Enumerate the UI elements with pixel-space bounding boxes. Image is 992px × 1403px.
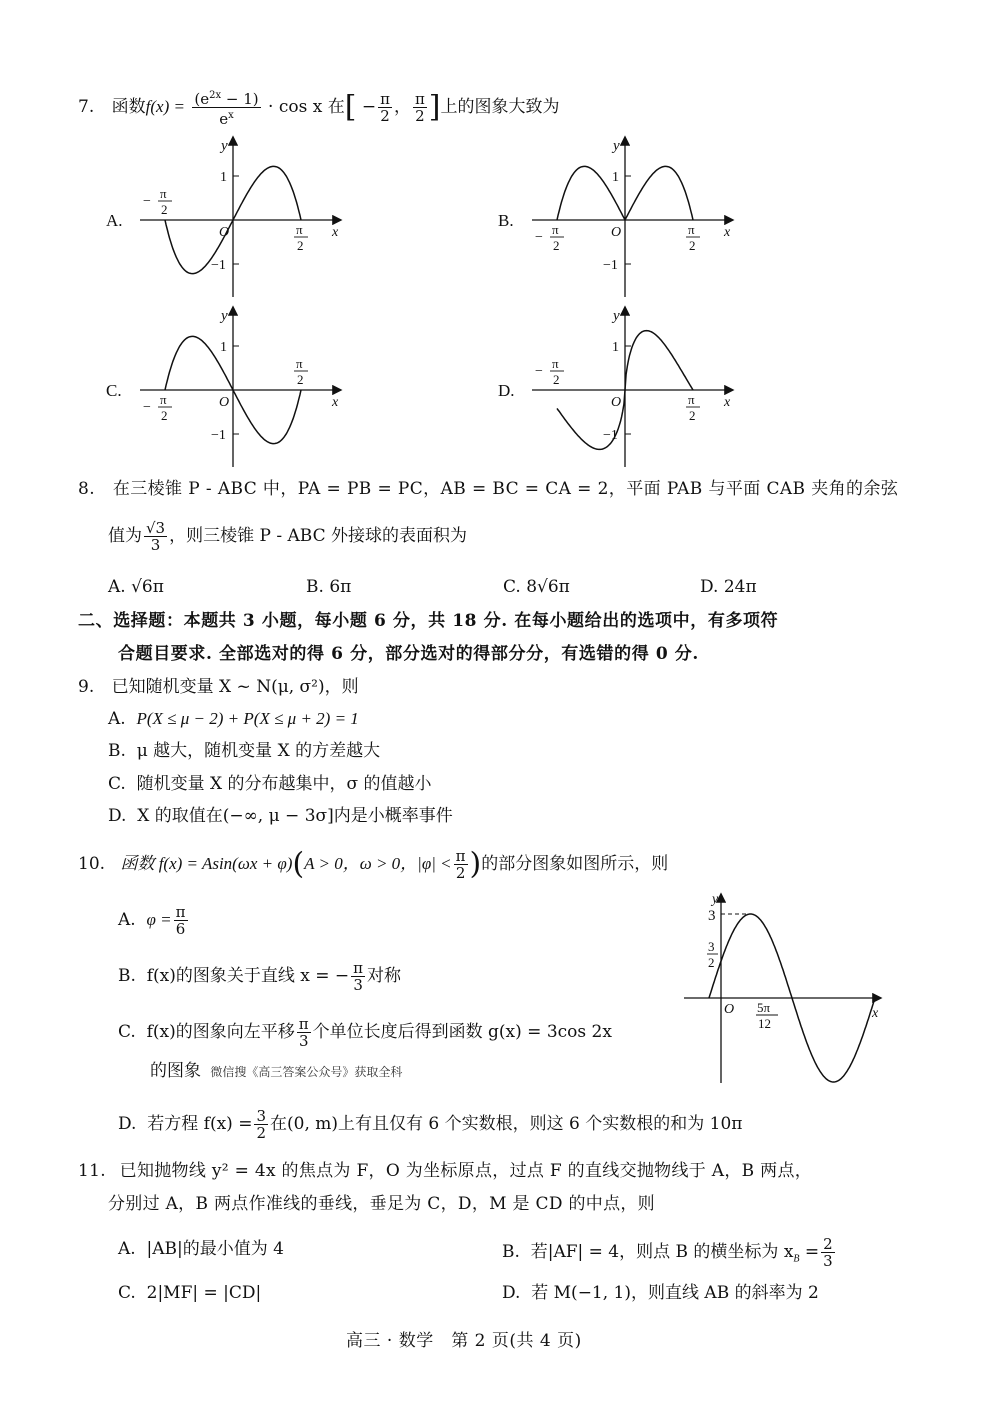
q7-graph-b-tick-pos-label: 1 — [612, 170, 619, 185]
q8-line1 — [78, 478, 898, 500]
q11-line1-text: 已知抛物线 y² = 4x 的焦点为 F，O 为坐标原点，过点 F 的直线交抛物线于 A，B 两点， — [119, 1161, 813, 1181]
q7-interval-minus: − — [361, 97, 377, 117]
q7-den: e — [219, 110, 229, 128]
q7-graph-c-x-label: x — [332, 395, 339, 410]
q7-graph-d-origin: O — [611, 395, 622, 410]
q8-option-d-text: 24π — [723, 577, 757, 597]
q7-graph-b-left-label-den: 2 — [553, 238, 560, 253]
q9-option-c-label: C. — [108, 774, 126, 794]
q7-prefix: 函数 — [111, 97, 146, 117]
q7-graph-d-right-label-num: π — [688, 392, 695, 407]
q8-option-b-text: 6π — [329, 577, 352, 597]
q7-graph-a-tick-pos-label: 1 — [220, 170, 227, 185]
q7-func: f(x) = — [145, 97, 185, 116]
q7-two-right: 2 — [415, 107, 425, 125]
q10-option-b-label: B. — [118, 966, 136, 986]
q7-graph-a-right-label-den: 2 — [297, 238, 304, 253]
q11-option-c-text: 2|MF| = |CD| — [146, 1283, 262, 1303]
q11-option-d-label: D. — [502, 1283, 521, 1303]
q7-graph-a-origin: O — [219, 225, 230, 240]
q10-option-a-label: A. — [118, 910, 136, 930]
q9-option-d-text: X 的取值在(−∞, μ − 3σ]内是小概率事件 — [137, 806, 453, 826]
q11-option-c-label: C. — [118, 1283, 136, 1303]
q10-stem-prefix: 函数 f(x) = Asin(ωx + φ) — [120, 854, 293, 873]
q11-option-b-label: B. — [502, 1242, 520, 1262]
q9-option-a-label: A. — [108, 709, 126, 729]
q7-graph-c-right-label-den: 2 — [297, 372, 304, 387]
q7-graph-b-tick-neg-label: −1 — [603, 258, 618, 273]
q9-option-c[interactable] — [108, 773, 432, 795]
q8-frac-num: √3 — [146, 519, 166, 537]
q7-graph-b-option-label: B. — [498, 211, 514, 230]
q10-half-den: 2 — [708, 955, 715, 970]
q10-option-c-den: 3 — [298, 1032, 309, 1050]
q8-line2-suffix: ，则三棱锥 P - ABC 外接球的表面积为 — [169, 526, 467, 546]
q7-graph-c-option-label: C. — [106, 381, 122, 400]
q7-graph-a-x-label: x — [332, 225, 339, 240]
q8-number: 8. — [78, 479, 96, 499]
q9-option-b-label: B. — [108, 741, 126, 761]
q8-option-d[interactable] — [700, 576, 757, 598]
q7-graph-d-tick-neg-label: −1 — [603, 428, 618, 443]
q8-option-c-text: 8√6π — [526, 577, 570, 597]
q9-option-b[interactable] — [108, 740, 380, 762]
q10-option-a-text: φ = — [146, 910, 172, 929]
q7-graph-c-right-label-num: π — [296, 356, 303, 371]
q10-origin-label: O — [724, 1002, 735, 1017]
q7-graph-c-left-label-num: π — [160, 392, 167, 407]
q10-graph-svg — [680, 885, 890, 1090]
q11-line2-text: 分别过 A，B 两点作准线的垂线，垂足为 C，D，M 是 CD 的中点，则 — [108, 1194, 655, 1214]
q10-option-b-den: 3 — [353, 976, 363, 994]
q10-cond: A > 0，ω > 0，|φ| < — [304, 854, 452, 873]
q7-graph-c-left-label-minus: − — [143, 400, 151, 415]
q7-graph-c-origin: O — [219, 395, 230, 410]
q10-option-b-num: π — [353, 959, 364, 977]
q7-graph-c-tick-neg-label: −1 — [211, 428, 226, 443]
q8-option-c[interactable] — [503, 576, 570, 598]
q7-graph-c-svg — [100, 302, 350, 470]
q9-stem-text: 已知随机变量 X ~ N(μ, σ²)，则 — [111, 677, 359, 697]
q9-option-c-text: 随机变量 X 的分布越集中，σ 的值越小 — [136, 774, 432, 794]
q10-option-a-num: π — [175, 903, 186, 921]
q11-option-d-text: 若 M(−1, 1)，则直线 AB 的斜率为 2 — [531, 1283, 819, 1303]
q7-graph-b-x-label: x — [724, 225, 731, 240]
q7-num-sup: 2x — [209, 90, 222, 101]
q10-option-d-label: D. — [118, 1114, 137, 1134]
q10-option-c-label: C. — [118, 1022, 136, 1042]
q8-option-c-label: C. — [503, 577, 521, 597]
q9-option-d[interactable] — [108, 805, 453, 827]
q11-option-b-den: 3 — [823, 1252, 833, 1270]
q8-line1-text: 在三棱锥 P - ABC 中，PA = PB = PC，AB = BC = CA = 2，平面 PAB 与平面 CAB 夹角的余弦 — [112, 479, 899, 499]
q10-option-c[interactable] — [118, 1016, 612, 1049]
q8-option-a-label: A. — [108, 577, 126, 597]
q10-option-b-tail: 对称 — [367, 966, 402, 986]
q10-option-c-num: π — [298, 1015, 309, 1033]
q7-number: 7. — [78, 97, 95, 117]
q10-option-b-text: f(x)的图象关于直线 x = − — [146, 966, 350, 986]
q7-graph-d-right-label-den: 2 — [689, 408, 696, 423]
q10-max-label: 3 — [708, 908, 716, 924]
q11-option-b-text: 若|AF| = 4，则点 B 的横坐标为 x — [530, 1242, 794, 1262]
q8-option-b[interactable] — [306, 576, 351, 598]
q10-zero-den: 12 — [758, 1016, 771, 1031]
q7-graph-d-left-label-minus: − — [535, 364, 543, 379]
q7-den-sup: x — [228, 110, 234, 121]
q11-number: 11. — [78, 1161, 106, 1181]
q10-cond-num: π — [455, 847, 466, 865]
q8-frac-den: 3 — [150, 536, 161, 554]
q7-graph-b-left-label-minus: − — [535, 230, 543, 245]
q10-stem: 10. 函数 f(x) = Asin(ωx + φ)(A > 0，ω > 0，|φ| < $\frac{\pi}{2}$ )的部分图象如图所示，则 — [78, 846, 669, 882]
q7-graph-d-svg — [492, 302, 742, 470]
q7-graph-d-left-label-den: 2 — [553, 372, 560, 387]
q7-pi-right: π — [414, 90, 425, 108]
page-footer: 高三 · 数学 第 2 页(共 4 页) — [346, 1331, 582, 1351]
q11-option-b-eq: = — [799, 1242, 820, 1262]
q7-graph-b-origin: O — [611, 225, 622, 240]
q10-x-label: x — [872, 1006, 879, 1021]
q7-num: (e — [194, 90, 210, 108]
q8-option-a-text: √6π — [131, 577, 164, 597]
section2-line1: 二、选择题：本题共 3 小题，每小题 6 分，共 18 分. 在每小题给出的选项中，有多项符 — [78, 611, 779, 631]
q8-option-d-label: D. — [700, 577, 719, 597]
q11-option-b-num: 2 — [823, 1235, 833, 1253]
q11-option-a-text: |AB|的最小值为 4 — [146, 1239, 284, 1259]
q7-graph-a-option-label: A. — [106, 211, 123, 230]
q10-option-c-line2 — [150, 1060, 402, 1083]
q10-option-d-den: 2 — [256, 1124, 266, 1142]
q11-option-b-sub: B — [793, 1253, 800, 1265]
q11-option-a-label: A. — [118, 1239, 136, 1259]
q10-zero-num: 5π — [757, 1000, 771, 1015]
q7-graph-a-tick-neg-label: −1 — [211, 258, 226, 273]
q10-half-num: 3 — [708, 939, 715, 954]
q8-option-b-label: B. — [306, 577, 324, 597]
q7-graph-a-y-label: y — [221, 138, 228, 154]
q7-graph-d-left-label-num: π — [552, 356, 559, 371]
q7-graph-d-option-label: D. — [498, 381, 515, 400]
q7-two-left: 2 — [380, 107, 390, 125]
q7-graph-a — [100, 132, 350, 304]
q8-option-a[interactable] — [108, 576, 164, 598]
q10-number: 10. — [78, 854, 106, 874]
q10-option-d[interactable] — [118, 1108, 742, 1141]
q10-option-d-tail: 在(0, m)上有且仅有 6 个实数根，则这 6 个实数根的和为 10π — [270, 1114, 743, 1134]
q7-graph-d-tick-pos-label: 1 — [612, 340, 619, 355]
q8-line2 — [108, 520, 467, 553]
q10-cond-den: 2 — [455, 864, 466, 882]
q7-graph-a-left-label-num: π — [160, 186, 167, 201]
q11-option-b[interactable] — [502, 1236, 837, 1270]
q7-graph-a-left-label-minus: − — [143, 194, 151, 209]
q10-option-d-num: 3 — [256, 1107, 266, 1125]
q7-graph-b-y-label: y — [613, 138, 620, 154]
q9-option-a[interactable] — [108, 708, 359, 730]
q7-graph-c-tick-pos-label: 1 — [220, 340, 227, 355]
q7-graph-b-svg — [492, 132, 742, 300]
q7-graph-b-right-label-den: 2 — [689, 238, 696, 253]
q9-stem — [78, 676, 359, 698]
section2-line2: 合题目要求. 全部选对的得 6 分，部分选对的得部分分，有选错的得 0 分. — [118, 644, 699, 664]
q11-option-c[interactable] — [118, 1282, 261, 1304]
q7-comma: ， — [393, 97, 411, 117]
q7-graph-b-right-label-num: π — [688, 222, 695, 237]
q7-pi-left: π — [380, 90, 390, 108]
q7-graph-d-y-label: y — [613, 308, 620, 324]
q10-option-a[interactable] — [118, 904, 190, 937]
q10-graph — [680, 885, 890, 1094]
q10-option-c-text: f(x)的图象向左平移 — [146, 1022, 295, 1042]
q9-option-d-label: D. — [108, 806, 127, 826]
q7-graph-a-right-label-num: π — [296, 222, 303, 237]
q7-graph-c — [100, 302, 350, 474]
q10-option-d-text: 若方程 f(x) = — [147, 1114, 253, 1134]
q7-graph-b-left-label-num: π — [552, 222, 559, 237]
q7-graph-c-left-label-den: 2 — [161, 408, 168, 423]
q7-graph-c-y-label: y — [221, 308, 228, 324]
q9-option-b-text: μ 越大，随机变量 X 的方差越大 — [136, 741, 381, 761]
q7-graph-d-x-label: x — [724, 395, 731, 410]
q7-fraction — [192, 88, 260, 127]
q10-y-label: y — [712, 892, 719, 907]
q7-suffix: 上的图象大致为 — [440, 97, 560, 117]
q10-option-c-line2-text: 的图象 — [150, 1061, 201, 1081]
q10-option-b[interactable] — [118, 960, 401, 993]
q7-num-tail: − 1) — [221, 90, 259, 108]
q7-graph-b — [492, 132, 742, 304]
q7-graph-a-svg — [100, 132, 350, 300]
q11-option-d[interactable] — [502, 1282, 819, 1304]
q10-stem-suffix: 的部分图象如图所示，则 — [481, 854, 669, 874]
q10-option-a-den: 6 — [175, 920, 186, 938]
q7-mid: · cos x 在 — [268, 97, 345, 117]
q7-graph-d — [492, 302, 742, 474]
q11-option-a[interactable] — [118, 1238, 284, 1260]
q9-option-a-text: P(X ≤ μ − 2) + P(X ≤ μ + 2) = 1 — [136, 709, 359, 728]
watermark-text: 微信搜《高三答案公众号》获取全科 — [210, 1065, 403, 1079]
q7-graph-a-left-label-den: 2 — [161, 202, 168, 217]
q10-option-c-tail: 个单位长度后得到函数 g(x) = 3cos 2x — [312, 1022, 612, 1042]
q7-stem: 7. 函数f(x) = $\frac{(e^{2x} - 1)}{e^x}$ · cos x 在[ − $\frac{\pi}{2}$ ， $\frac{\pi}{2}$ ]上的图象大致为 — [78, 89, 560, 128]
q11-line1 — [78, 1160, 812, 1182]
q8-line2-prefix: 值为 — [108, 526, 142, 546]
q11-line2 — [108, 1193, 655, 1215]
q9-number: 9. — [78, 677, 95, 697]
